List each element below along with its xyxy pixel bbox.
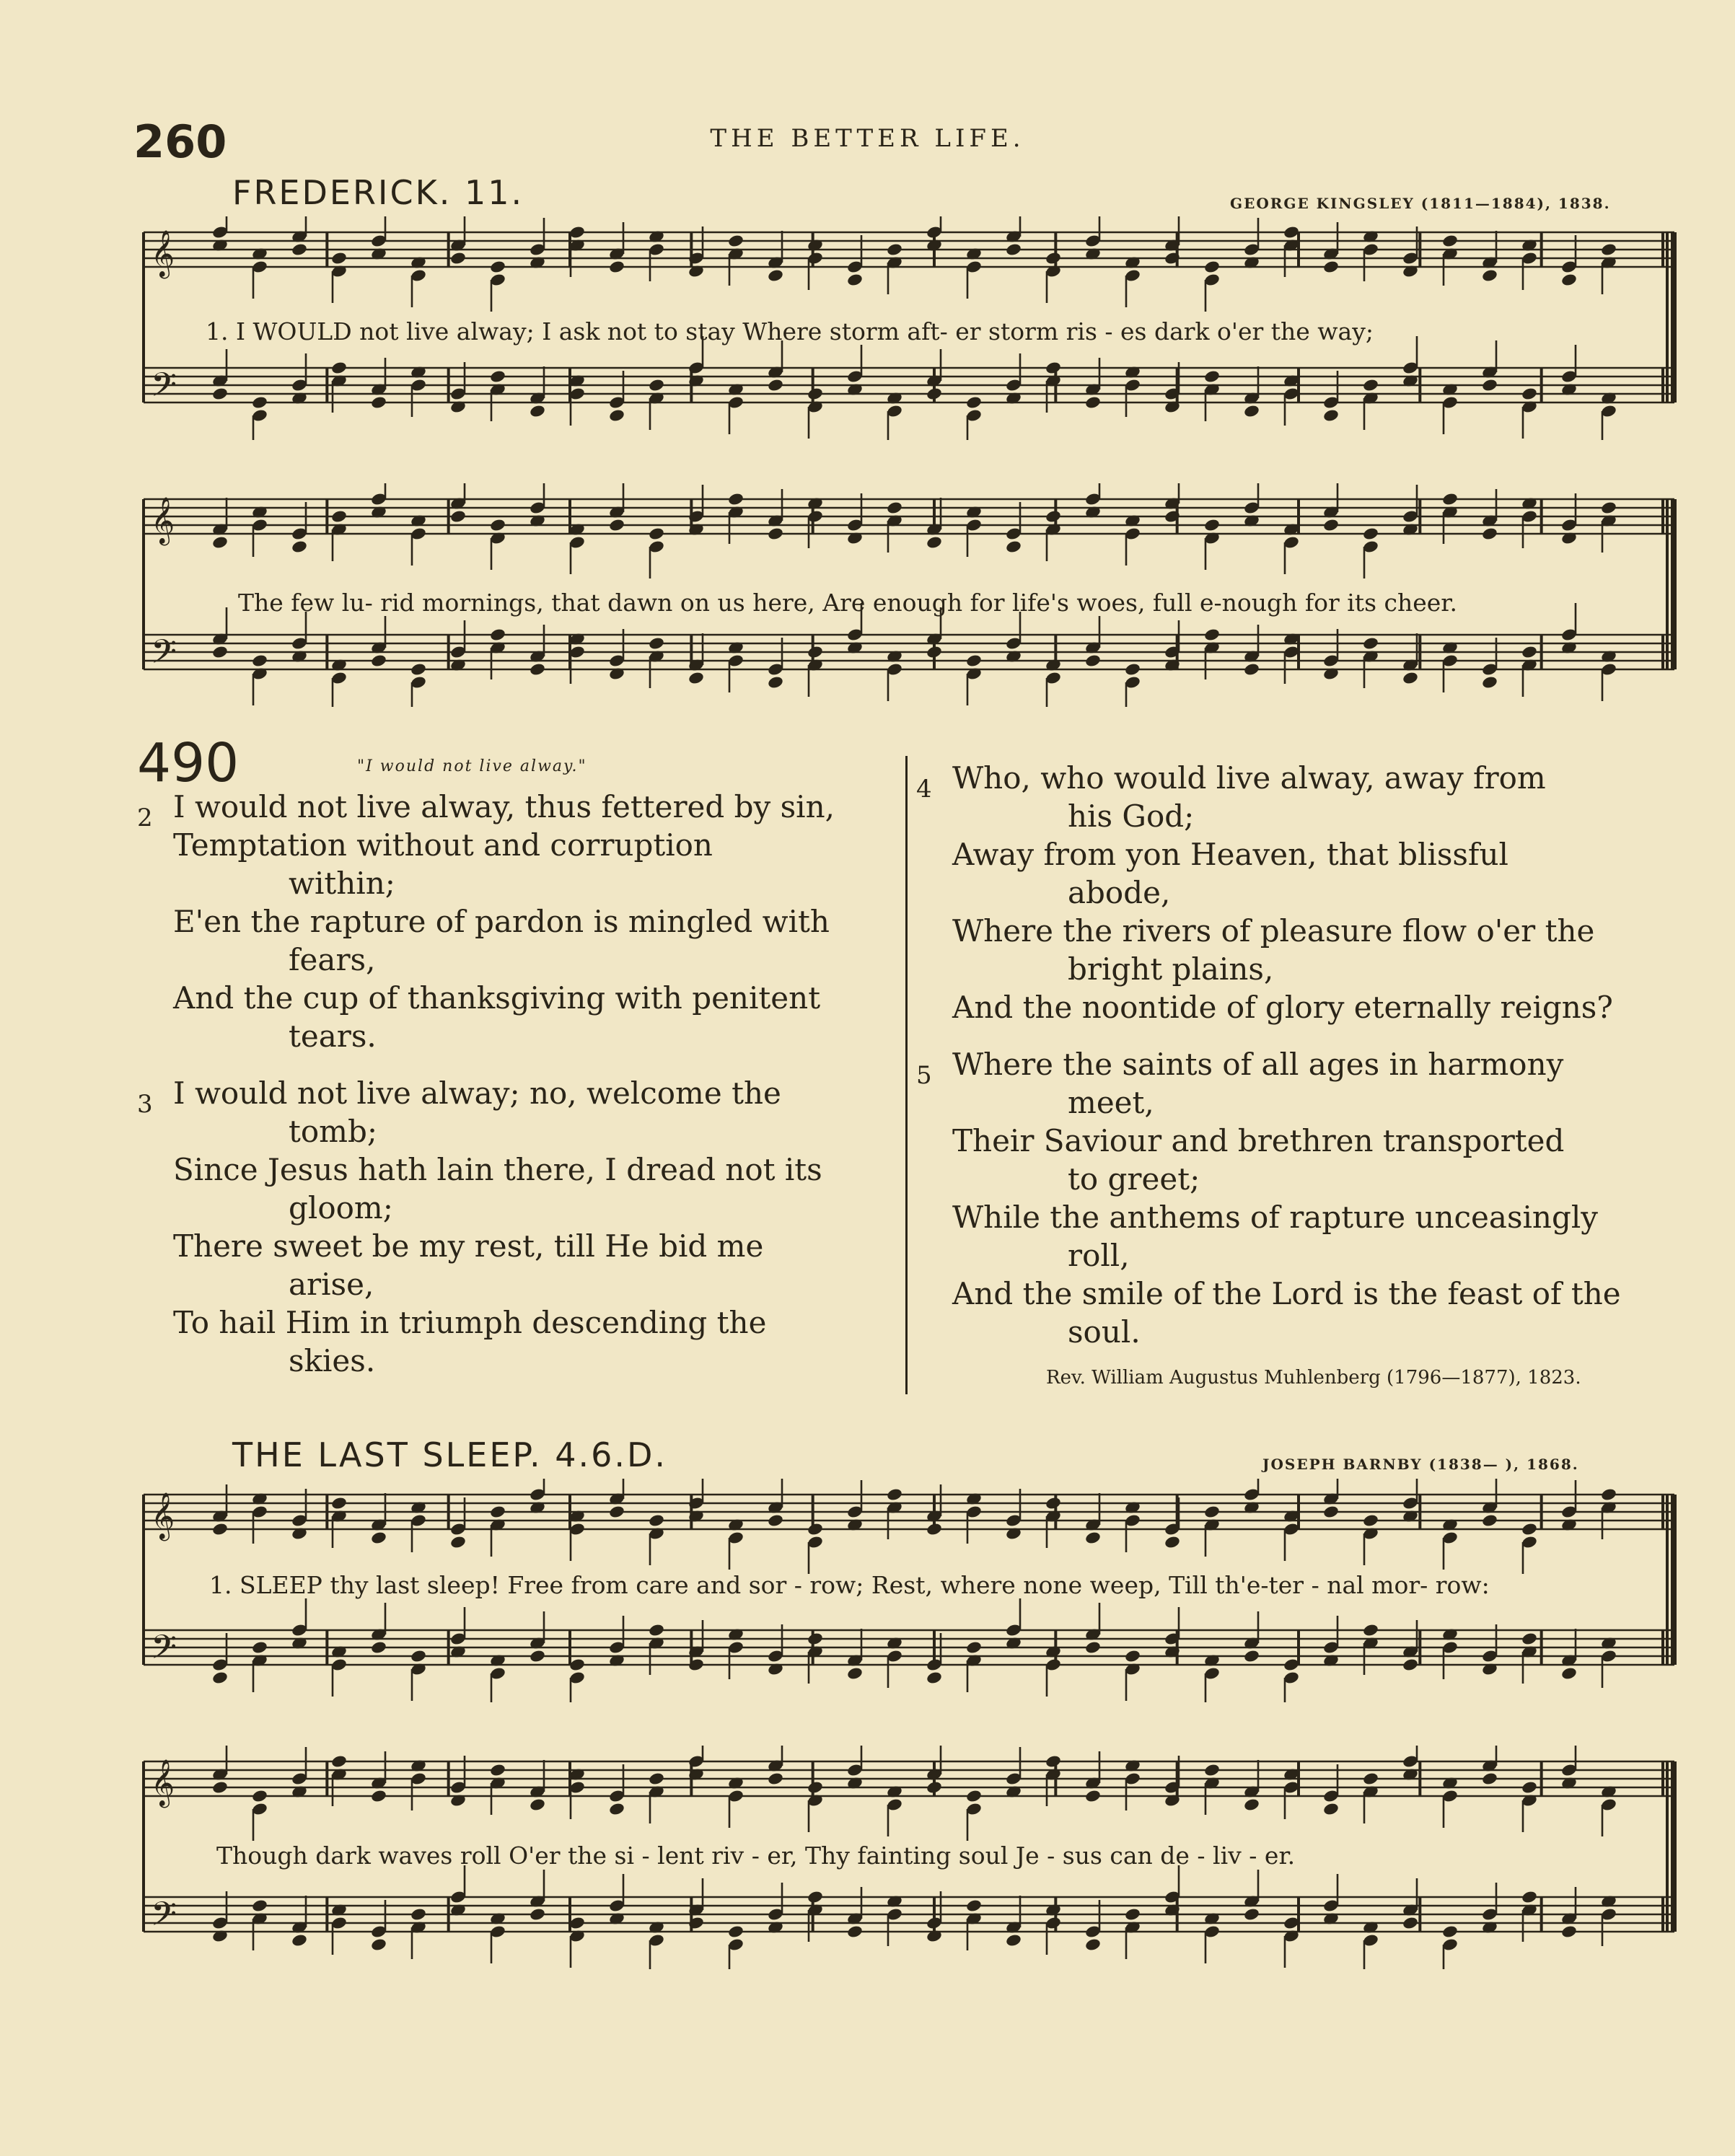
- note-head: [529, 1649, 546, 1663]
- note-head: [1600, 1487, 1617, 1502]
- note-head: [1243, 1907, 1260, 1922]
- stanza-line: tomb;: [289, 1114, 378, 1149]
- bass-clef-icon: 𝄢: [151, 1895, 177, 1942]
- stanza-line: soul.: [1068, 1314, 1141, 1350]
- stanza-line: meet,: [1068, 1085, 1154, 1120]
- note-head: [608, 1505, 625, 1519]
- stanza-line: And the cup of thanksgiving with penitent: [173, 980, 821, 1016]
- note-head: [1362, 378, 1379, 392]
- note-head: [1402, 1916, 1419, 1930]
- note-head: [1203, 628, 1221, 642]
- note-head: [410, 662, 427, 677]
- note-head: [886, 1487, 903, 1502]
- note-head: [1322, 260, 1340, 274]
- note-head: [1045, 1496, 1062, 1510]
- note-head: [1084, 395, 1102, 410]
- stanza-line: to greet;: [1068, 1161, 1200, 1197]
- note-head: [965, 395, 983, 410]
- note-head: [1560, 1924, 1578, 1939]
- note-head: [1362, 636, 1379, 651]
- note-head: [965, 1898, 983, 1913]
- note-head: [529, 1907, 546, 1922]
- note-head: [846, 1666, 864, 1681]
- treble-clef-icon: 𝄞: [151, 1492, 175, 1539]
- note-head: [1441, 234, 1459, 248]
- note-head: [370, 1531, 387, 1545]
- note-head: [211, 645, 229, 659]
- running-title: THE BETTER LIFE.: [710, 124, 1025, 153]
- note-head: [1084, 1937, 1102, 1952]
- treble-clef-icon: 𝄞: [151, 230, 175, 277]
- composer-barnby: JOSEPH BARNBY (1838— ), 1868.: [1262, 1456, 1579, 1473]
- note-head: [1560, 273, 1578, 287]
- note-head: [251, 654, 268, 668]
- hymn-subtitle: "I would not live alway.": [357, 757, 587, 775]
- note-head: [648, 1772, 665, 1786]
- column-divider: [905, 756, 908, 1394]
- lyric-line-4: Though dark waves roll O'er the si - lent riv - er, Thy fainting soul Je - sus can de - liv - er.: [216, 1842, 1296, 1870]
- stanza-line: There sweet be my rest, till He bid me: [173, 1228, 764, 1264]
- note-head: [251, 395, 268, 410]
- page-number: 260: [133, 115, 227, 168]
- note-head: [449, 251, 467, 265]
- note-head: [449, 509, 467, 524]
- note-head: [410, 1907, 427, 1922]
- note-head: [1322, 518, 1340, 532]
- note-head: [1521, 387, 1538, 401]
- stanza-number: 3: [137, 1090, 153, 1119]
- note-head: [489, 260, 506, 274]
- note-head: [1084, 1640, 1102, 1655]
- note-head: [291, 540, 308, 554]
- note-head: [370, 395, 387, 410]
- stanza-line: Their Saviour and brethren transported: [952, 1123, 1565, 1158]
- note-head: [886, 242, 903, 257]
- note-head: [370, 1640, 387, 1655]
- note-head: [1322, 1505, 1340, 1519]
- hymn-number: 490: [137, 732, 240, 794]
- note-head: [1521, 1632, 1538, 1646]
- note-head: [330, 361, 348, 375]
- note-head: [251, 1898, 268, 1913]
- note-head: [370, 1789, 387, 1803]
- note-head: [1362, 1623, 1379, 1637]
- note-head: [1005, 242, 1022, 257]
- note-head: [1045, 251, 1062, 265]
- note-head: [1243, 1798, 1260, 1812]
- note-head: [370, 654, 387, 668]
- stanza-4: [916, 759, 1681, 1026]
- note-head: [1084, 1789, 1102, 1803]
- stanza-line: bright plains,: [1068, 951, 1274, 987]
- lyric-line-2: The few lu- rid mornings, that dawn on us here, Are enough for life's woes, full e-nough for its cheer.: [238, 589, 1457, 617]
- stanza-line: gloom;: [289, 1190, 393, 1226]
- note-head: [727, 234, 744, 248]
- note-head: [370, 1937, 387, 1952]
- note-head: [1203, 1505, 1221, 1519]
- stanza-line: Where the saints of all ages in harmony: [952, 1047, 1564, 1082]
- note-head: [807, 1890, 824, 1904]
- stanza-line: roll,: [1068, 1238, 1130, 1273]
- note-head: [1084, 1531, 1102, 1545]
- stanza-line: E'en the rapture of pardon is mingled with: [173, 904, 830, 939]
- tune-name-last-sleep: THE LAST SLEEP. 4.6.D.: [232, 1435, 668, 1474]
- note-head: [1481, 527, 1498, 541]
- note-head: [1600, 501, 1617, 515]
- stanza-line: I would not live alway; no, welcome the: [173, 1075, 781, 1111]
- stanza-line: skies.: [289, 1343, 376, 1378]
- note-head: [1441, 492, 1459, 506]
- note-head: [1402, 1658, 1419, 1672]
- note-head: [529, 1798, 546, 1812]
- stanza-line: I would not live alway, thus fettered by sin,: [173, 789, 835, 824]
- hymn-author: Rev. William Augustus Muhlenberg (1796—1877), 1823.: [1046, 1367, 1581, 1389]
- note-head: [489, 1763, 506, 1777]
- note-head: [1521, 645, 1538, 659]
- note-head: [727, 492, 744, 506]
- note-head: [1481, 1513, 1498, 1528]
- composer-kingsley: GEORGE KINGSLEY (1811—1884), 1838.: [1230, 195, 1611, 212]
- note-head: [1362, 1513, 1379, 1528]
- tune-name-frederick: FREDERICK. 11.: [232, 173, 524, 212]
- note-head: [1164, 1535, 1181, 1549]
- note-head: [807, 1522, 824, 1536]
- note-head: [211, 1780, 229, 1795]
- note-head: [648, 378, 665, 392]
- note-head: [1402, 671, 1419, 685]
- note-head: [1124, 1907, 1141, 1922]
- note-head: [1124, 662, 1141, 677]
- note-head: [648, 636, 665, 651]
- stanzas-right-column: [916, 759, 1681, 1370]
- note-head: [608, 518, 625, 532]
- note-head: [965, 1789, 983, 1803]
- note-head: [489, 628, 506, 642]
- note-head: [529, 404, 546, 418]
- note-head: [1045, 1754, 1062, 1769]
- bass-clef-icon: 𝄢: [151, 1628, 177, 1675]
- note-head: [211, 535, 229, 550]
- note-head: [529, 662, 546, 677]
- note-head: [1203, 369, 1221, 384]
- note-head: [1600, 242, 1617, 257]
- note-head: [807, 1780, 824, 1795]
- note-head: [1322, 1802, 1340, 1816]
- stanza-5: [916, 1045, 1681, 1351]
- note-head: [767, 675, 784, 690]
- stanza-3: [137, 1074, 895, 1380]
- note-head: [807, 645, 824, 659]
- stanza-2: [137, 788, 895, 1055]
- note-head: [251, 1789, 268, 1803]
- note-head: [727, 1924, 744, 1939]
- stanza-number: 5: [916, 1061, 932, 1090]
- note-head: [1362, 527, 1379, 541]
- note-head: [449, 1535, 467, 1549]
- note-head: [1045, 361, 1062, 375]
- note-head: [489, 518, 506, 532]
- note-head: [211, 1522, 229, 1536]
- stanza-number: 2: [137, 804, 153, 832]
- note-head: [1560, 1666, 1578, 1681]
- note-head: [608, 260, 625, 274]
- note-head: [926, 535, 943, 550]
- note-head: [1521, 1890, 1538, 1904]
- stanza-line: And the noontide of glory eternally reigns?: [952, 990, 1613, 1025]
- note-head: [926, 645, 943, 659]
- treble-clef-icon: 𝄞: [151, 497, 175, 544]
- stanza-line: To hail Him in triumph descending the: [173, 1305, 767, 1340]
- stanza-line: While the anthems of rapture unceasingly: [952, 1200, 1599, 1235]
- stanza-line: Away from yon Heaven, that blissful: [952, 837, 1508, 872]
- stanza-line: Temptation without and corruption: [173, 827, 713, 863]
- note-head: [291, 1933, 308, 1948]
- note-head: [1203, 1763, 1221, 1777]
- note-head: [767, 1772, 784, 1786]
- note-head: [1045, 509, 1062, 524]
- note-head: [926, 1671, 943, 1685]
- note-head: [608, 408, 625, 423]
- note-head: [1243, 404, 1260, 418]
- note-head: [846, 1924, 864, 1939]
- note-head: [767, 527, 784, 541]
- note-head: [1521, 1522, 1538, 1536]
- note-head: [1481, 675, 1498, 690]
- note-head: [1124, 1649, 1141, 1663]
- note-head: [330, 509, 348, 524]
- note-head: [489, 1505, 506, 1519]
- stanza-line: Since Jesus hath lain there, I dread not its: [173, 1152, 822, 1187]
- bass-clef-icon: 𝄢: [151, 633, 177, 679]
- note-head: [807, 387, 824, 401]
- note-head: [1481, 1772, 1498, 1786]
- note-head: [1521, 1780, 1538, 1795]
- note-head: [926, 1522, 943, 1536]
- lyric-line-3: 1. SLEEP thy last sleep! Free from care and sor - row; Rest, where none weep, Till th'e-ter - nal mor- row:: [209, 1571, 1490, 1599]
- note-head: [767, 378, 784, 392]
- note-head: [251, 1640, 268, 1655]
- stanza-number: 4: [916, 775, 932, 804]
- stanza-line: within;: [289, 866, 395, 901]
- note-head: [489, 369, 506, 384]
- note-head: [608, 1802, 625, 1816]
- note-head: [1203, 518, 1221, 532]
- bass-clef-icon: 𝄢: [151, 366, 177, 413]
- note-head: [648, 527, 665, 541]
- stanza-line: his God;: [1068, 798, 1195, 834]
- note-head: [1005, 540, 1022, 554]
- note-head: [807, 1632, 824, 1646]
- stanzas-left-column: [137, 788, 895, 1399]
- note-head: [648, 1513, 665, 1528]
- note-head: [965, 654, 983, 668]
- note-head: [1005, 1933, 1022, 1948]
- stanza-line: tears.: [289, 1018, 377, 1054]
- note-head: [688, 671, 705, 685]
- note-head: [211, 387, 229, 401]
- note-head: [330, 1496, 348, 1510]
- note-head: [211, 1671, 229, 1685]
- note-head: [846, 273, 864, 287]
- note-head: [1243, 662, 1260, 677]
- note-head: [1243, 1649, 1260, 1663]
- note-head: [1362, 1772, 1379, 1786]
- note-head: [767, 1513, 784, 1528]
- stanza-line: abode,: [1068, 875, 1171, 910]
- note-head: [965, 1640, 983, 1655]
- note-head: [330, 1754, 348, 1769]
- note-head: [410, 1649, 427, 1663]
- stanza-line: fears,: [289, 942, 376, 977]
- note-head: [1481, 378, 1498, 392]
- note-head: [648, 1623, 665, 1637]
- stanza-line: arise,: [289, 1267, 374, 1302]
- stanza-line: Who, who would live alway, away from: [952, 760, 1546, 796]
- note-head: [1203, 260, 1221, 274]
- note-head: [886, 501, 903, 515]
- note-head: [291, 242, 308, 257]
- stanza-line: And the smile of the Lord is the feast of the: [952, 1276, 1621, 1311]
- note-head: [1084, 654, 1102, 668]
- note-head: [1322, 408, 1340, 423]
- note-head: [330, 251, 348, 265]
- note-head: [767, 268, 784, 283]
- stanza-line: Where the rivers of pleasure flow o'er the: [952, 913, 1595, 949]
- treble-clef-icon: 𝄞: [151, 1759, 175, 1806]
- note-head: [1441, 1924, 1459, 1939]
- lyric-line-1: 1. I WOULD not live alway; I ask not to stay Where storm aft- er storm ris - es dark o'er the way;: [206, 317, 1374, 346]
- note-head: [926, 387, 943, 401]
- note-head: [1481, 268, 1498, 283]
- note-head: [926, 1780, 943, 1795]
